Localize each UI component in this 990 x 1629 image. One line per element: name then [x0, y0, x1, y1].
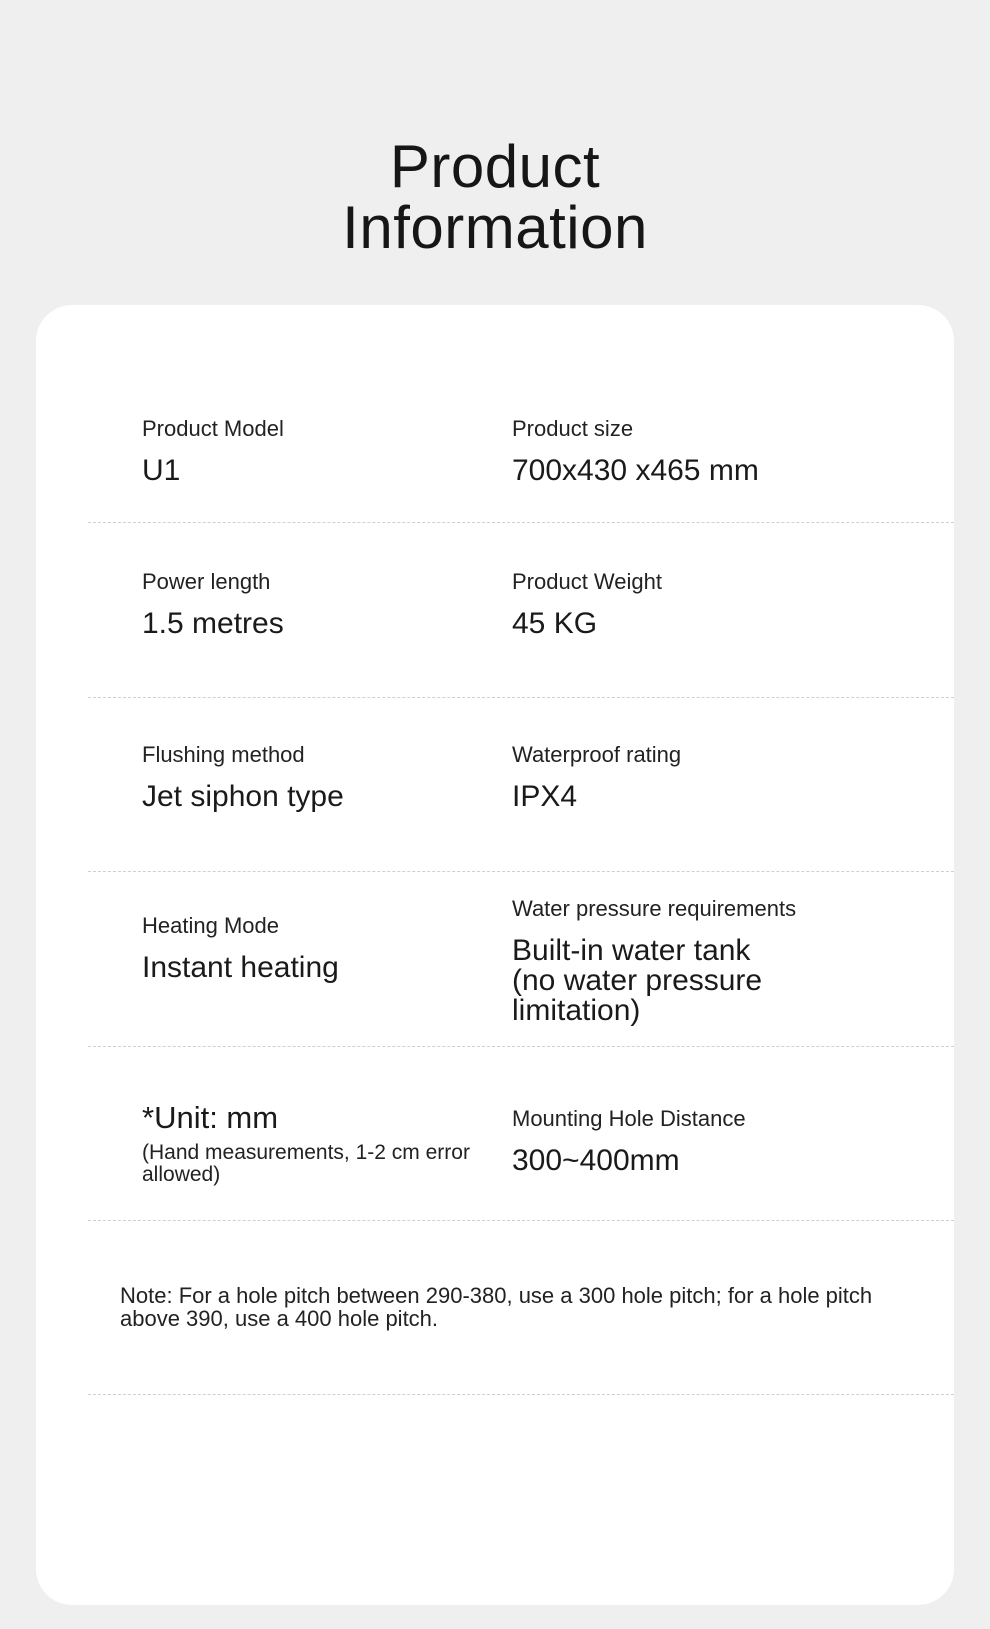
hole-pitch-note: Note: For a hole pitch between 290-380, use a 300 hole pitch; for a hole pitch above 390, use a 400 hole pitch. — [120, 1283, 873, 1331]
spec-label: Power length — [142, 569, 271, 594]
spec-flushing-method — [142, 742, 344, 812]
spec-power-length — [142, 569, 284, 639]
spec-value-line: limitation) — [512, 994, 641, 1027]
unit-note: (Hand measurements, 1-2 cm error allowed) — [142, 1141, 470, 1186]
divider — [88, 1046, 954, 1047]
divider — [88, 871, 954, 872]
unit-label: *Unit: mm — [142, 1100, 279, 1135]
spec-water-pressure — [512, 896, 796, 1026]
spec-product-weight — [512, 569, 662, 639]
spec-value: IPX4 — [512, 780, 578, 813]
spec-label: Mounting Hole Distance — [512, 1106, 746, 1131]
spec-card — [36, 305, 954, 1605]
divider — [88, 697, 954, 698]
spec-value: Instant heating — [142, 951, 339, 984]
spec-heating-mode — [142, 913, 339, 983]
page-title-line2: Information — [342, 194, 648, 262]
spec-label: Product size — [512, 416, 634, 441]
spec-label: Heating Mode — [142, 913, 279, 938]
spec-value-line: Built-in water tank — [512, 934, 751, 967]
divider — [88, 1220, 954, 1221]
spec-value-line: (no water pressure — [512, 964, 763, 997]
spec-value: 45 KG — [512, 607, 598, 640]
spec-value: 1.5 metres — [142, 607, 284, 640]
spec-value: 700x430 x465 mm — [512, 454, 759, 487]
spec-label: Product Model — [142, 416, 284, 441]
spec-label: Product Weight — [512, 569, 663, 594]
spec-unit — [142, 1102, 492, 1186]
page-title-line1: Product — [389, 133, 601, 201]
spec-value: Jet siphon type — [142, 780, 344, 813]
spec-product-size — [512, 416, 759, 486]
spec-value: U1 — [142, 454, 181, 487]
spec-mounting-hole — [512, 1106, 746, 1176]
divider — [88, 1394, 954, 1395]
spec-waterproof-rating — [512, 742, 681, 812]
spec-value: 300~400mm — [512, 1144, 680, 1177]
divider — [88, 522, 954, 523]
spec-label: Flushing method — [142, 742, 305, 767]
page-title — [0, 133, 990, 262]
spec-label: Water pressure requirements — [512, 896, 797, 921]
spec-product-model — [142, 416, 284, 486]
spec-label: Waterproof rating — [512, 742, 682, 767]
